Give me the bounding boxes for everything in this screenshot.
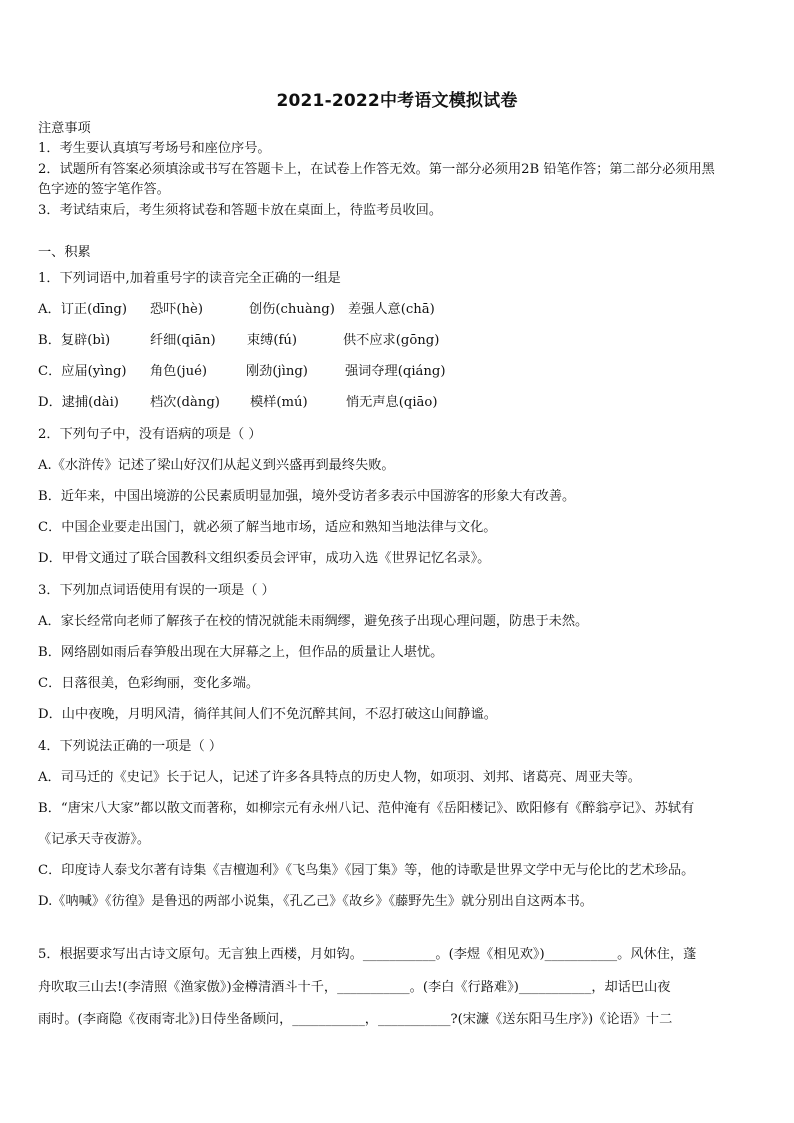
notice-item: 2．试题所有答案必须填涂或书写在答题卡上，在试卷上作答无效。第一部分必须用2B 铅笔作答；第二部分必须用黑 bbox=[38, 162, 715, 177]
question-2-option: A.《水浒传》记述了梁山好汉们从起义到兴盛再到最终失败。 bbox=[38, 458, 395, 473]
question-3-option: C．日落很美，色彩绚丽，变化多端。 bbox=[38, 676, 260, 691]
question-4-option: 《记承天寺夜游》。 bbox=[38, 832, 151, 847]
question-2-option: C．中国企业要走出国门，就必须了解当地市场，适应和熟知当地法律与文化。 bbox=[38, 520, 497, 535]
word-item: 供不应求(gōng) bbox=[343, 333, 440, 348]
notice-heading: 注意事项 bbox=[38, 121, 91, 136]
word-item: C．应届(yìng) bbox=[38, 364, 127, 379]
question-4-option: A．司马迁的《史记》长于记人，记述了许多各具特点的历史人物，如项羽、刘邦、诸葛亮、周亚夫等。 bbox=[38, 770, 641, 785]
notice-item: 色字迹的签字笔作答。 bbox=[38, 182, 170, 197]
question-4-option: D.《呐喊》《彷徨》是鲁迅的两部小说集，《孔乙己》《故乡》《藤野先生》就分别出自这两本书。 bbox=[38, 894, 593, 909]
question-1-stem: 1．下列词语中,加着重号字的读音完全正确的一组是 bbox=[38, 271, 341, 286]
word-item: 角色(jué) bbox=[150, 364, 208, 379]
question-4-option: B．“唐宋八大家”都以散文而著称，如柳宗元有永州八记、范仲淹有《岳阳楼记》、欧阳修有《醉翁亭记》、苏轼有 bbox=[38, 801, 695, 816]
notice-item: 1．考生要认真填写考场号和座位序号。 bbox=[38, 141, 271, 156]
question-3-stem: 3．下列加点词语使用有误的一项是（ ） bbox=[38, 583, 275, 598]
word-item: D．逮捕(dài) bbox=[38, 395, 119, 410]
question-3-option: B．网络剧如雨后春笋般出现在大屏幕之上，但作品的质量让人堪忧。 bbox=[38, 645, 444, 660]
question-2-stem: 2．下列句子中，没有语病的项是（ ） bbox=[38, 427, 262, 442]
notice-item: 3．考试结束后，考生须将试卷和答题卡放在桌面上，待监考员收回。 bbox=[38, 203, 443, 218]
question-4-stem: 4．下列说法正确的一项是（ ） bbox=[38, 739, 223, 754]
question-3-option: A．家长经常向老师了解孩子在校的情况就能未雨绸缪，避免孩子出现心理问题，防患于未然。 bbox=[38, 614, 589, 629]
word-item: 差强人意(chā) bbox=[348, 302, 435, 317]
question-2-option: B．近年来，中国出境游的公民素质明显加强，境外受访者多表示中国游客的形象大有改善。 bbox=[38, 489, 576, 504]
word-item: 刚劲(jìng) bbox=[246, 364, 308, 379]
word-item: 纤细(qiān) bbox=[150, 333, 216, 348]
question-5-text: 舟吹取三山去!(李清照《渔家傲》)金樽清酒斗十千，___________。(李白《行路难》)___________，却话巴山夜 bbox=[38, 980, 671, 995]
section-heading: 一、积累 bbox=[38, 245, 91, 260]
question-5-text: 雨时。(李商隐《夜雨寄北》)日侍坐备顾问，___________，___________?(宋濂《送东阳马生序》)《论语》十二 bbox=[38, 1012, 673, 1027]
word-item: 档次(dàng) bbox=[150, 395, 220, 410]
word-item: 创伤(chuàng) bbox=[249, 302, 335, 317]
word-item: 模样(mú) bbox=[250, 395, 308, 410]
question-2-option: D．甲骨文通过了联合国教科文组织委员会评审，成功入选《世界记忆名录》。 bbox=[38, 551, 491, 566]
word-item: B．复辟(bì) bbox=[38, 333, 111, 348]
word-item: 强词夺理(qiáng) bbox=[345, 364, 446, 379]
word-item: A．订正(dīng) bbox=[38, 302, 127, 317]
question-5-text: 5．根据要求写出古诗文原句。无言独上西楼，月如钩。___________。(李煜《相见欢》)___________。风休住，蓬 bbox=[38, 947, 697, 962]
word-item: 悄无声息(qiāo) bbox=[346, 395, 438, 410]
page-title: 2021-2022中考语文模拟试卷 bbox=[276, 91, 518, 111]
question-3-option: D．山中夜晚，月明风清，徜徉其间人们不免沉醉其间，不忍打破这山间静谧。 bbox=[38, 707, 497, 722]
word-item: 恐吓(hè) bbox=[150, 302, 203, 317]
question-4-option: C．印度诗人泰戈尔著有诗集《吉檀迦利》《飞鸟集》《园丁集》等，他的诗歌是世界文学中无与伦比的艺术珍品。 bbox=[38, 863, 695, 878]
word-item: 束缚(fú) bbox=[247, 333, 298, 348]
